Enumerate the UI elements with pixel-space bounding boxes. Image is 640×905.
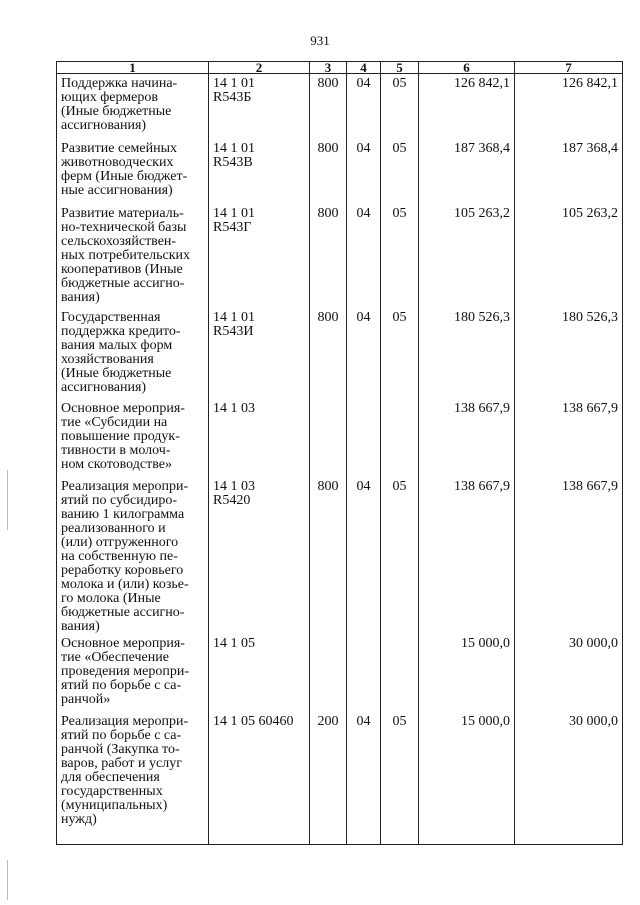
subsection-cell [381, 399, 419, 477]
name-line: (или) отгруженного [61, 534, 179, 550]
v7-text: 105 263,2 [562, 205, 618, 221]
name-line: на собственную пе- [61, 548, 178, 564]
classification-code-cell [209, 634, 310, 712]
table-row [57, 634, 623, 712]
name-line: ятий по борьбе с са- [61, 677, 182, 693]
amount-col7-cell [515, 308, 623, 399]
amount-col7-cell [515, 139, 623, 204]
name-line: ных потребительских [61, 247, 191, 263]
amount-col6-cell [419, 204, 515, 308]
c4-text: 04 [356, 309, 371, 325]
name-line: ванию 1 килограмма [61, 506, 185, 522]
c5-text: 05 [392, 76, 407, 91]
code-line: 14 1 01 [213, 309, 255, 325]
v6-text: 15 000,0 [461, 713, 510, 729]
c4-text: 04 [356, 713, 371, 729]
amount-col6-cell [419, 712, 515, 845]
item-name-cell [57, 74, 209, 139]
expense-type-cell [310, 477, 347, 634]
c3-text: 800 [317, 140, 339, 156]
v7-text: 138 667,9 [562, 400, 618, 416]
name-line: государственных [61, 783, 163, 799]
table-row [57, 399, 623, 477]
item-name-cell [57, 204, 209, 308]
subsection-cell [381, 308, 419, 399]
table-row [57, 308, 623, 399]
item-name-cell [57, 308, 209, 399]
amount-col7-cell [515, 477, 623, 634]
name-line: (Иные бюджетные [61, 104, 172, 119]
v7-text: 126 842,1 [562, 76, 618, 91]
subsection-cell [381, 204, 419, 308]
amount-col7-cell [515, 74, 623, 139]
scan-margin-mark [7, 860, 8, 900]
name-line: вания малых форм [61, 337, 173, 353]
name-line: животноводческих [61, 154, 174, 170]
table-row [57, 139, 623, 204]
amount-col6-cell [419, 634, 515, 712]
name-line: вания) [61, 289, 100, 305]
amount-col6-cell [419, 308, 515, 399]
expense-type-cell [310, 308, 347, 399]
code-line: 14 1 03 [213, 478, 255, 494]
amount-col7-cell [515, 634, 623, 712]
code-line: 14 1 01 [213, 140, 255, 156]
code-line: R543В [213, 154, 253, 170]
column-header: 5 [381, 62, 419, 74]
code-line: R543Б [213, 90, 252, 105]
classification-code-cell [209, 204, 310, 308]
code-line: 14 1 01 [213, 205, 255, 221]
scan-margin-mark [7, 470, 8, 530]
name-line: бюджетные ассигно- [61, 604, 185, 620]
table-row [57, 712, 623, 845]
c5-text: 05 [392, 713, 407, 729]
v7-text: 30 000,0 [569, 635, 618, 651]
column-header: 7 [515, 62, 623, 74]
c3-text: 800 [317, 76, 339, 91]
item-name-cell [57, 399, 209, 477]
expense-type-cell [310, 399, 347, 477]
table-header-row [57, 62, 623, 74]
section-cell [347, 204, 381, 308]
classification-code-cell [209, 712, 310, 845]
code-line: 14 1 05 60460 [213, 713, 294, 729]
code-line: 14 1 05 [213, 635, 255, 651]
name-line: тивности в молоч- [61, 442, 171, 458]
code-line: R543Г [213, 219, 252, 235]
v6-text: 180 526,3 [454, 309, 510, 325]
amount-col6-cell [419, 399, 515, 477]
name-line: Развитие материаль- [61, 205, 184, 221]
c3-text: 200 [317, 713, 339, 729]
expense-type-cell [310, 139, 347, 204]
subsection-cell [381, 139, 419, 204]
name-line: го молока (Иные [61, 590, 161, 606]
column-header: 2 [209, 62, 310, 74]
section-cell [347, 399, 381, 477]
classification-code-cell [209, 308, 310, 399]
classification-code-cell [209, 399, 310, 477]
code-line: R5420 [213, 492, 251, 508]
code-line: 14 1 03 [213, 400, 255, 416]
name-line: бюджетные ассигно- [61, 275, 185, 291]
item-name-cell [57, 712, 209, 845]
column-header: 6 [419, 62, 515, 74]
v6-text: 138 667,9 [454, 400, 510, 416]
amount-col6-cell [419, 74, 515, 139]
subsection-cell [381, 477, 419, 634]
name-line: варов, работ и услуг [61, 755, 182, 771]
section-cell [347, 712, 381, 845]
c5-text: 05 [392, 309, 407, 325]
v7-text: 187 368,4 [562, 140, 618, 156]
name-line: ранчой» [61, 691, 111, 707]
name-line: сельскохозяйствен- [61, 233, 177, 249]
expense-type-cell [310, 74, 347, 139]
name-line: Государственная [61, 309, 161, 325]
v6-text: 138 667,9 [454, 478, 510, 494]
section-cell [347, 634, 381, 712]
name-line: молока и (или) козье- [61, 576, 189, 592]
page-number: 931 [310, 33, 330, 48]
name-line: Основное мероприя- [61, 635, 185, 651]
name-line: ферм (Иные бюджет- [61, 168, 188, 184]
amount-col7-cell [515, 204, 623, 308]
v6-text: 105 263,2 [454, 205, 510, 221]
c3-text: 800 [317, 309, 339, 325]
column-header: 4 [347, 62, 381, 74]
v7-text: 138 667,9 [562, 478, 618, 494]
c4-text: 04 [356, 76, 371, 91]
v7-text: 180 526,3 [562, 309, 618, 325]
subsection-cell [381, 634, 419, 712]
expense-type-cell [310, 634, 347, 712]
name-line: хозяйствования [61, 351, 154, 367]
v6-text: 126 842,1 [454, 76, 510, 91]
name-line: тие «Обеспечение [61, 649, 169, 665]
name-line: Поддержка начина- [61, 76, 178, 91]
column-header: 1 [57, 62, 209, 74]
name-line: ятий по субсидиро- [61, 492, 177, 508]
section-cell [347, 477, 381, 634]
c5-text: 05 [392, 478, 407, 494]
section-cell [347, 139, 381, 204]
v7-text: 30 000,0 [569, 713, 618, 729]
code-line: 14 1 01 [213, 76, 255, 91]
name-line: ранчой (Закупка то- [61, 741, 180, 757]
budget-table [56, 61, 623, 845]
name-line: ющих фермеров [61, 90, 158, 105]
item-name-cell [57, 477, 209, 634]
classification-code-cell [209, 477, 310, 634]
name-line: реработку коровьего [61, 562, 184, 578]
item-name-cell [57, 139, 209, 204]
name-line: ном скотоводстве» [61, 456, 172, 472]
name-line: вания) [61, 618, 100, 634]
v6-text: 187 368,4 [454, 140, 510, 156]
item-name-cell [57, 634, 209, 712]
name-line: повышение продук- [61, 428, 180, 444]
name-line: проведения меропри- [61, 663, 190, 679]
c4-text: 04 [356, 140, 371, 156]
c3-text: 800 [317, 478, 339, 494]
name-line: ятий по борьбе с са- [61, 727, 182, 743]
section-cell [347, 308, 381, 399]
section-cell [347, 74, 381, 139]
name-line: для обеспечения [61, 769, 160, 785]
column-header: 3 [310, 62, 347, 74]
name-line: Реализация меропри- [61, 713, 189, 729]
name-line: реализованного и [61, 520, 166, 536]
name-line: Развитие семейных [61, 140, 178, 156]
name-line: (Иные бюджетные [61, 365, 172, 381]
c5-text: 05 [392, 205, 407, 221]
name-line: ные ассигнования) [61, 182, 173, 198]
table-row [57, 74, 623, 139]
name-line: нужд) [61, 811, 97, 827]
amount-col7-cell [515, 712, 623, 845]
subsection-cell [381, 712, 419, 845]
name-line: поддержка кредито- [61, 323, 181, 339]
c4-text: 04 [356, 478, 371, 494]
c3-text: 800 [317, 205, 339, 221]
classification-code-cell [209, 74, 310, 139]
name-line: кооперативов (Иные [61, 261, 183, 277]
amount-col6-cell [419, 139, 515, 204]
c5-text: 05 [392, 140, 407, 156]
name-line: (муниципальных) [61, 797, 168, 813]
expense-type-cell [310, 712, 347, 845]
classification-code-cell [209, 139, 310, 204]
amount-col6-cell [419, 477, 515, 634]
name-line: но-технической базы [61, 219, 187, 235]
amount-col7-cell [515, 399, 623, 477]
table-row [57, 477, 623, 634]
code-line: R543И [213, 323, 254, 339]
name-line: Реализация меропри- [61, 478, 189, 494]
name-line: тие «Субсидии на [61, 414, 168, 430]
table-row [57, 204, 623, 308]
name-line: ассигнования) [61, 379, 147, 395]
name-line: Основное мероприя- [61, 400, 185, 416]
subsection-cell [381, 74, 419, 139]
v6-text: 15 000,0 [461, 635, 510, 651]
name-line: ассигнования) [61, 118, 147, 133]
c4-text: 04 [356, 205, 371, 221]
expense-type-cell [310, 204, 347, 308]
